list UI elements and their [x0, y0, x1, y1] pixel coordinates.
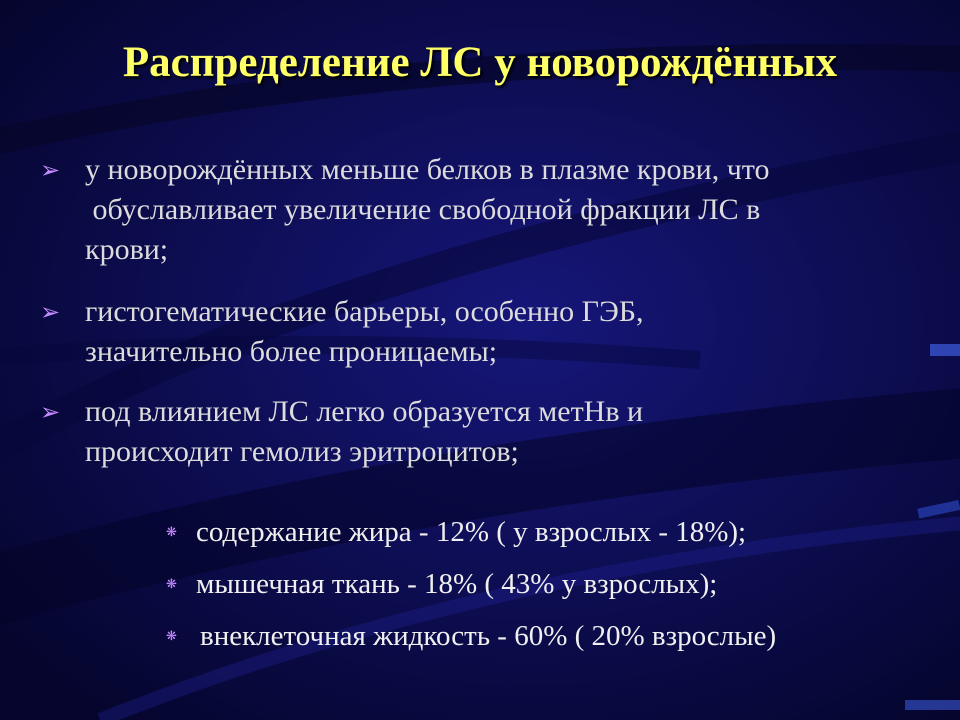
sub-item-fat	[166, 512, 747, 552]
slide-title: Распределение ЛС у новорождённых	[122, 39, 838, 86]
sub-item-text: содержание жира - 12% ( у взрослых - 18%);	[196, 516, 747, 548]
bullet-line: крови;	[85, 233, 169, 266]
arrow-bullet-icon: ➢	[40, 298, 61, 326]
star-bullet-icon: ❋	[166, 629, 177, 644]
arrow-bullet-icon: ➢	[40, 156, 61, 184]
star-bullet-icon: ❋	[166, 525, 177, 540]
bullet-line: происходит гемолиз эритроцитов;	[85, 435, 519, 468]
bullet-item-3	[40, 392, 644, 472]
sub-item-muscle	[166, 564, 718, 604]
bullet-line: у новорождённых меньше белков в плазме крови, что	[85, 153, 770, 186]
sub-item-text: внеклеточная жидкость - 60% ( 20% взрослые)	[200, 620, 777, 652]
sub-item-text: мышечная ткань - 18% ( 43% у взрослых);	[196, 568, 718, 600]
bullet-line: гистогематические барьеры, особенно ГЭБ,	[85, 295, 644, 328]
star-bullet-icon: ❋	[166, 577, 177, 592]
bullet-item-2	[40, 292, 644, 372]
bullet-item-1	[40, 150, 770, 270]
bullet-line: под влиянием ЛС легко образуется метНв и	[85, 395, 644, 428]
sub-item-extracellular	[166, 616, 777, 656]
bullet-line: обуславливает увеличение свободной фракции ЛС в	[85, 193, 761, 226]
arrow-bullet-icon: ➢	[40, 398, 61, 426]
bullet-line: значительно более проницаемы;	[85, 335, 498, 368]
